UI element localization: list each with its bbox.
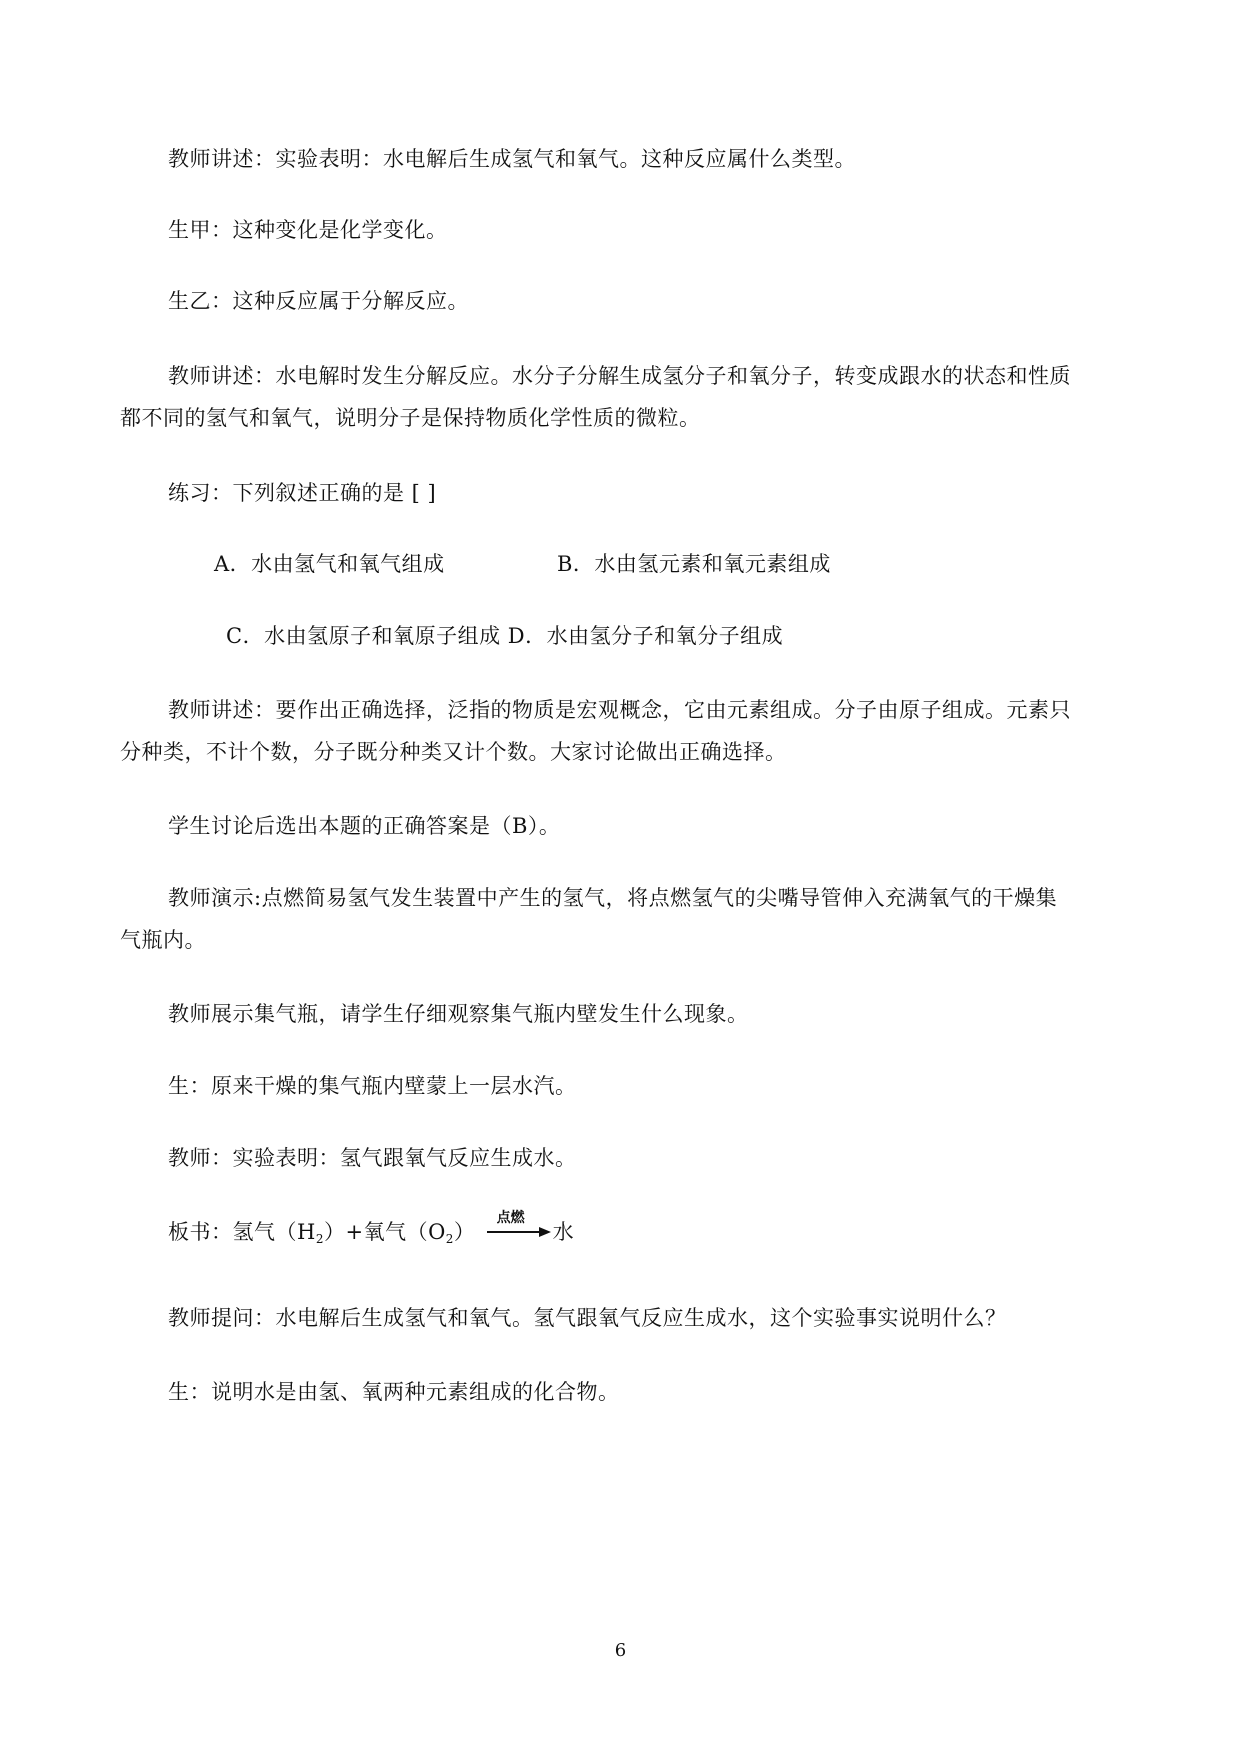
option-a: A．水由氢气和氧气组成 (214, 552, 445, 576)
paragraph-teacher-show: 教师展示集气瓶，请学生仔细观察集气瓶内壁发生什么现象。 (168, 1002, 749, 1026)
paragraph-teacher-conclusion: 教师：实验表明：氢气跟氧气反应生成水。 (168, 1146, 577, 1170)
paragraph-student-observation: 生：原来干燥的集气瓶内壁蒙上一层水汽。 (168, 1074, 577, 1098)
paragraph-teacher-narration-1: 教师讲述：实验表明：水电解后生成氢气和氧气。这种反应属什么类型。 (168, 147, 856, 171)
equation-close: ） (453, 1220, 476, 1244)
page-number: 6 (614, 1640, 627, 1661)
h-subscript: 2 (315, 1232, 324, 1246)
equation-middle: ）+氧气（O (323, 1220, 446, 1244)
equation-product: 水 (552, 1220, 575, 1244)
paragraph-student-answer: 学生讨论后选出本题的正确答案是（B）。 (168, 814, 561, 838)
reaction-condition: 点燃 (496, 1210, 525, 1226)
o-subscript: 2 (445, 1232, 454, 1246)
paragraph-student-a: 生甲：这种变化是化学变化。 (168, 218, 448, 242)
paragraph-teacher-demo-cont: 气瓶内。 (120, 928, 206, 952)
paragraph-student-final: 生：说明水是由氢、氧两种元素组成的化合物。 (168, 1380, 620, 1404)
paragraph-teacher-question: 教师提问：水电解后生成氢气和氧气。氢气跟氧气反应生成水，这个实验事实说明什么？ (168, 1306, 1007, 1330)
paragraph-teacher-narration-3-cont: 分种类，不计个数，分子既分种类又计个数。大家讨论做出正确选择。 (120, 740, 787, 764)
paragraph-teacher-narration-2: 教师讲述：水电解时发生分解反应。水分子分解生成氢分子和氧分子，转变成跟水的状态和性质 (168, 364, 1071, 388)
option-c-d: C．水由氢原子和氧原子组成 D．水由氢分子和氧分子组成 (226, 624, 784, 648)
equation-prefix: 板书：氢气（H (168, 1220, 316, 1244)
paragraph-student-b: 生乙：这种反应属于分解反应。 (168, 289, 469, 313)
blackboard-equation (168, 1210, 575, 1246)
paragraph-teacher-narration-2-cont: 都不同的氢气和氧气，说明分子是保持物质化学性质的微粒。 (120, 406, 701, 430)
exercise-question: 练习：下列叙述正确的是 [ ] (168, 481, 437, 505)
paragraph-teacher-demo: 教师演示:点燃简易氢气发生装置中产生的氢气，将点燃氢气的尖嘴导管伸入充满氧气的干燥集 (168, 886, 1058, 910)
option-b: B．水由氢元素和氧元素组成 (557, 552, 831, 576)
reaction-arrow (483, 1210, 553, 1246)
paragraph-teacher-narration-3: 教师讲述：要作出正确选择，泛指的物质是宏观概念，它由元素组成。分子由原子组成。元素只 (168, 698, 1071, 722)
arrow-right-icon (483, 1218, 553, 1246)
